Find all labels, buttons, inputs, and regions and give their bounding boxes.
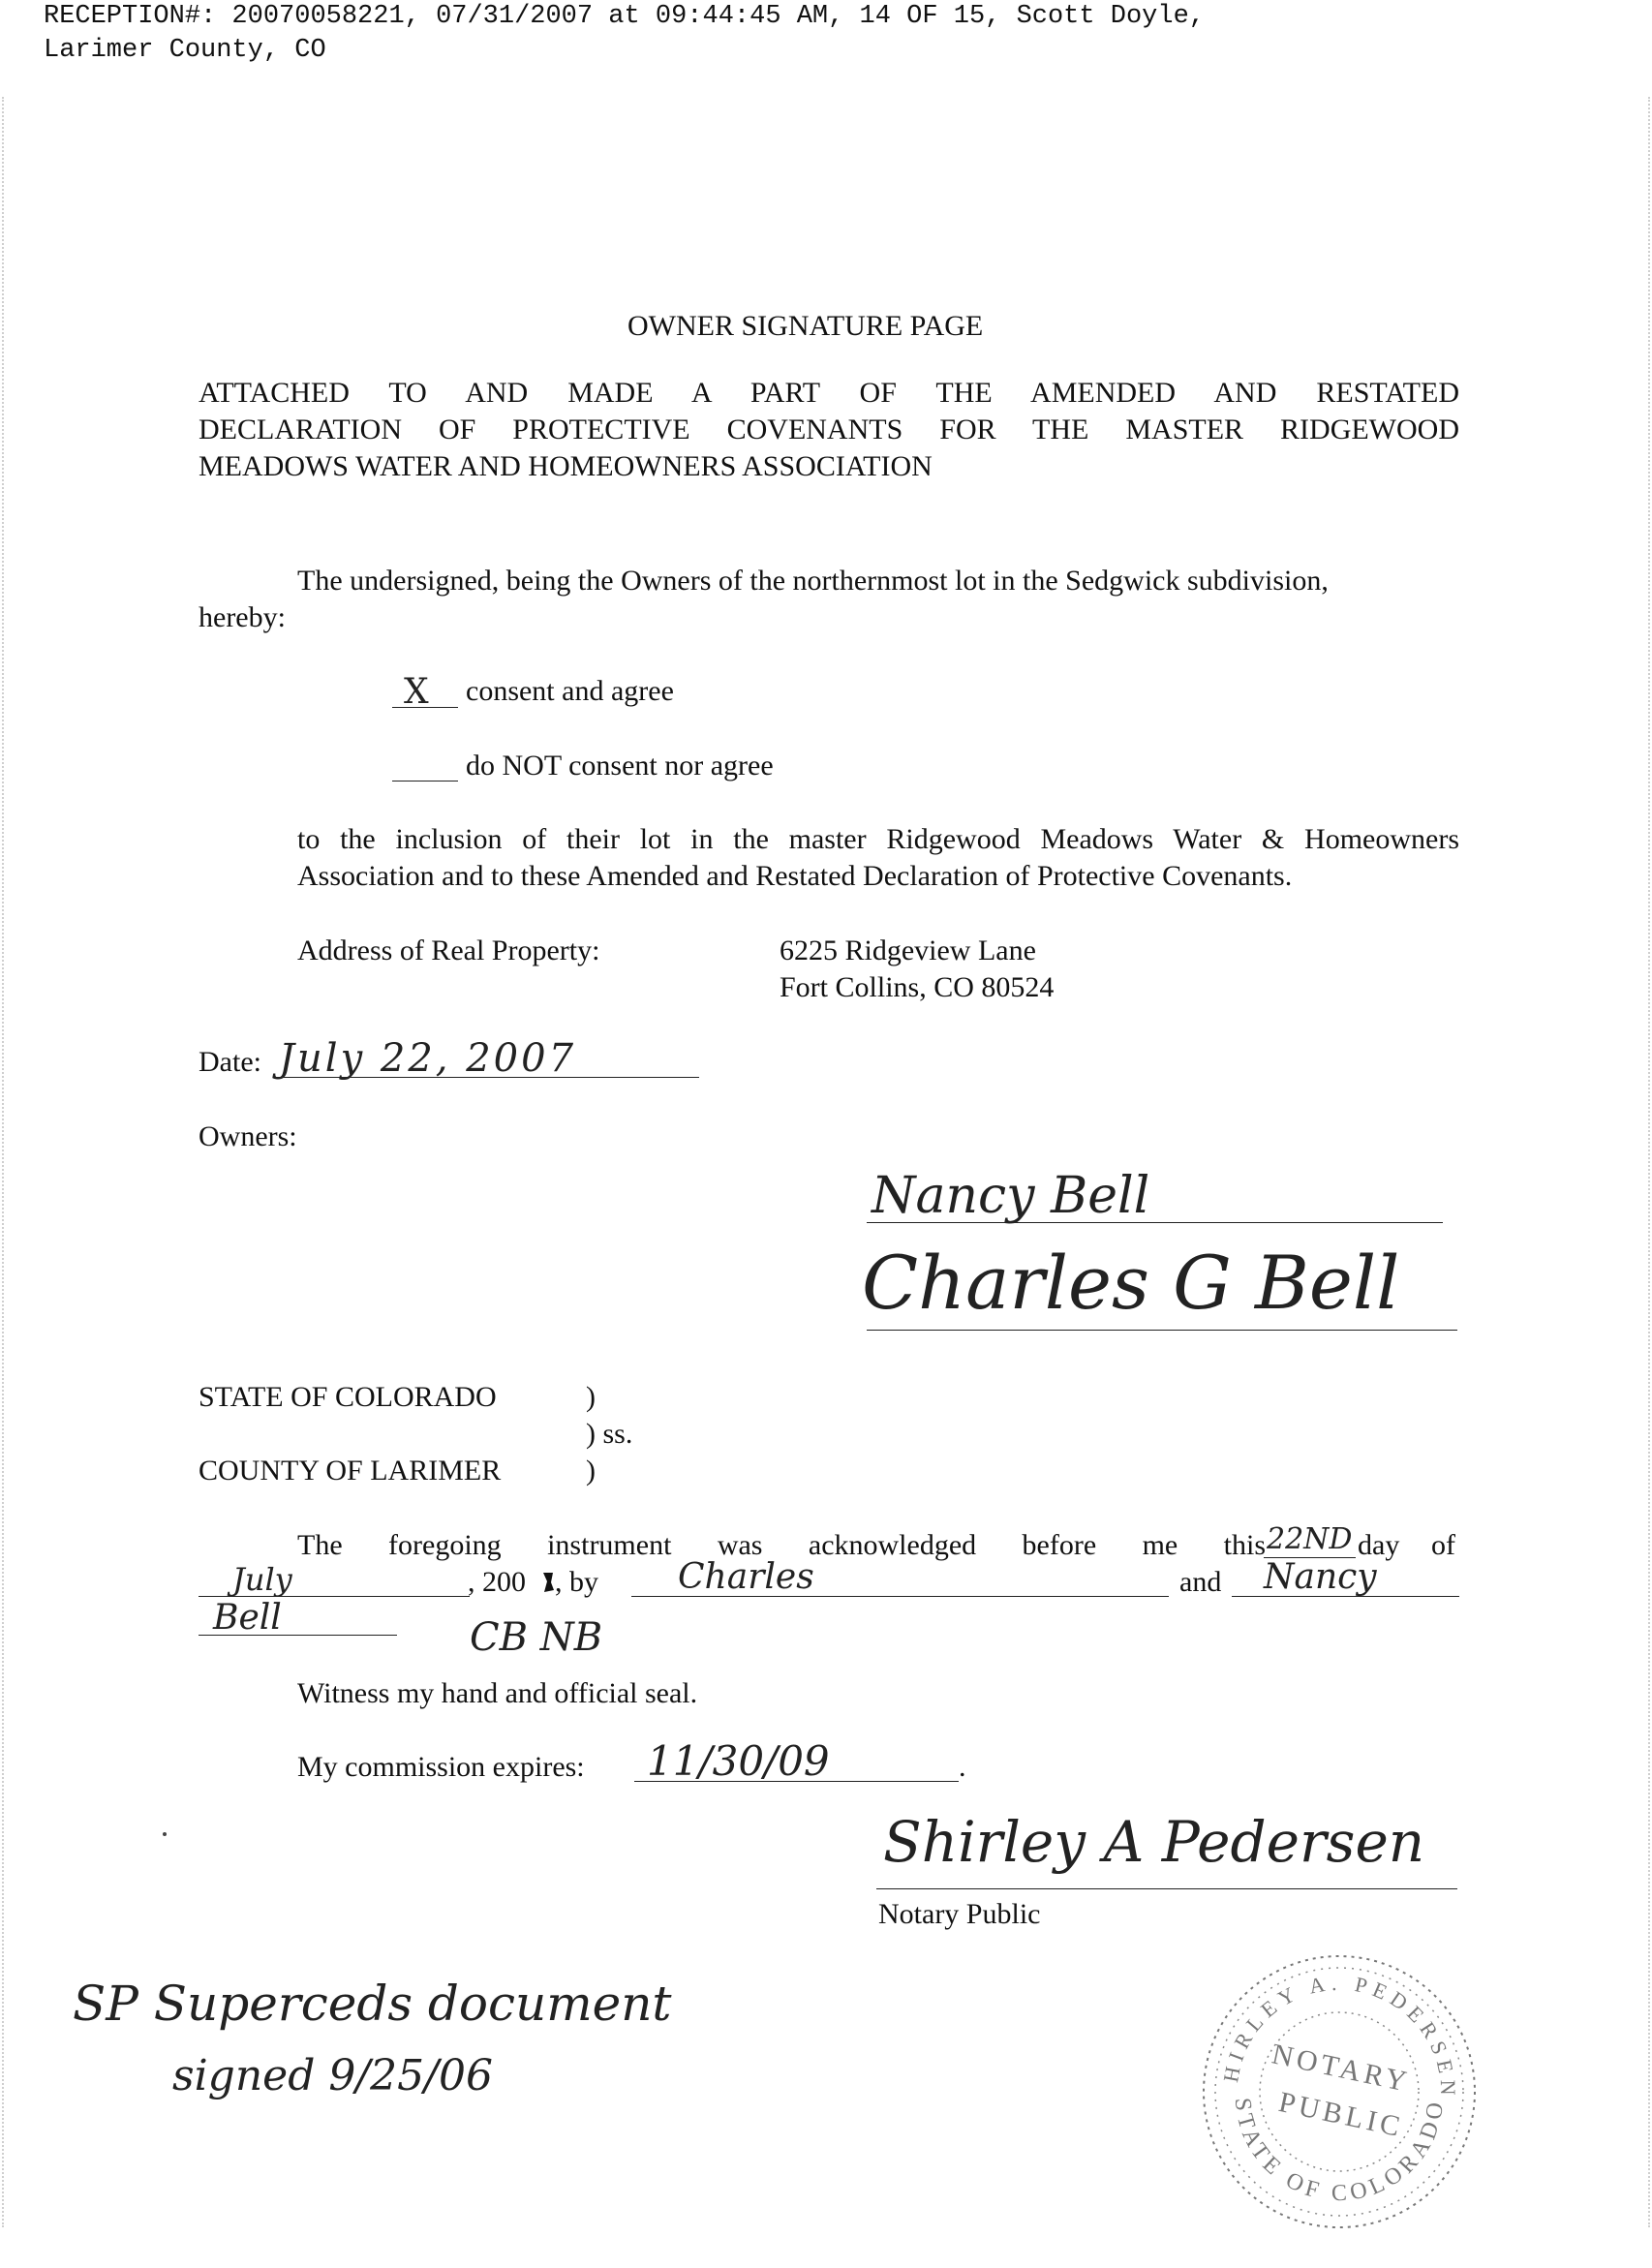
scan-edge-right [1648,97,1650,2227]
consent-x-mark: X [404,672,429,712]
consent-checkbox-line [392,672,458,712]
handwritten-note-line-2: signed 9/25/06 [172,2051,493,2100]
attached-line-3: MEADOWS WATER AND HOMEOWNERS ASSOCIATION [199,450,933,482]
seal-notary-word: NOTARY [1269,2038,1414,2099]
address-label: Address of Real Property: [297,935,600,966]
notary-seal-graphic [1189,1932,1480,2232]
page-title: OWNER SIGNATURE PAGE [627,310,984,342]
ack-and-word: and [1179,1566,1222,1598]
attached-line-2: DECLARATION OF PROTECTIVE COVENANTS FOR THE MASTER RIDGEWOOD [199,414,1459,445]
ack-day-handwritten: 22ND [1267,1522,1353,1556]
date-label: Date: [199,1046,261,1078]
commission-period: . [959,1751,966,1783]
ack-initials-handwritten: CB NB [470,1615,603,1660]
not-consent-blank-line [392,781,458,782]
notary-seal [1189,1932,1480,2232]
ack-of-word: of [1431,1529,1455,1561]
ack-year-prefix: , 200 [468,1566,526,1598]
inclusion-line-2: Association and to these Amended and Restated Declaration of Protective Covenants. [297,860,1293,892]
ack-day-word: day [1358,1529,1400,1561]
reception-header-line2: Larimer County, CO [44,36,326,65]
reception-header-line1: RECEPTION#: 20070058221, 07/31/2007 at 09:44:45 AM, 14 OF 15, Scott Doyle, [44,2,1205,31]
witness-text: Witness my hand and official seal. [297,1677,698,1709]
ack-month-handwritten: July [232,1561,292,1598]
ack-surname-handwritten: Bell [213,1598,282,1638]
venue-county: COUNTY OF LARIMER [199,1455,502,1486]
owners-label: Owners: [199,1120,297,1152]
ack-year-digit-overwritten [541,1571,555,1594]
commission-label: My commission expires: [297,1751,585,1783]
address-line-2: Fort Collins, CO 80524 [780,971,1055,1003]
not-consent-label: do NOT consent nor agree [466,750,774,782]
ack-year-suffix: , by [555,1566,598,1598]
commission-handwritten: 11/30/09 [647,1737,830,1785]
ack-name2-handwritten: Nancy [1264,1557,1377,1597]
year-scribble-mark [541,1571,555,1594]
notary-public-label: Notary Public [878,1898,1041,1930]
venue-paren-1: ) [586,1381,596,1413]
intro-line-2: hereby: [199,601,286,633]
date-handwritten: July 22, 2007 [279,1036,577,1081]
venue-ss: ) ss. [586,1418,633,1450]
handwritten-note-line-1: SP Superceds document [73,1976,672,2032]
stray-mark [163,1832,167,1836]
attached-line-1: ATTACHED TO AND MADE A PART OF THE AMENDED AND RESTATED [199,377,1459,409]
owner-signature-nancy: Nancy Bell [872,1167,1150,1225]
ack-text-start: The foregoing instrument was acknowledged before me this [297,1529,1266,1561]
seal-bottom-textpath: STATE OF COLORADO [1229,2096,1450,2207]
scan-edge-left [2,97,4,2227]
owner-signature-charles: Charles G Bell [862,1240,1400,1326]
seal-top-textpath: SHIRLEY A. PEDERSEN [1189,1932,1461,2101]
intro-line-1: The undersigned, being the Owners of the northernmost lot in the Sedgwick subdivision, [297,565,1329,597]
seal-public-word: PUBLIC [1275,2085,1407,2144]
ack-name1-handwritten: Charles [678,1557,814,1597]
inclusion-line-1: to the inclusion of their lot in the master Ridgewood Meadows Water & Homeowners [297,823,1459,855]
owner-signature-line-2 [867,1330,1457,1331]
notary-signature: Shirley A Pedersen [883,1809,1425,1875]
venue-paren-2: ) [586,1455,596,1486]
address-line-1: 6225 Ridgeview Lane [780,935,1036,966]
venue-state: STATE OF COLORADO [199,1381,497,1413]
consent-label: consent and agree [466,675,674,707]
notary-signature-line [876,1888,1457,1889]
